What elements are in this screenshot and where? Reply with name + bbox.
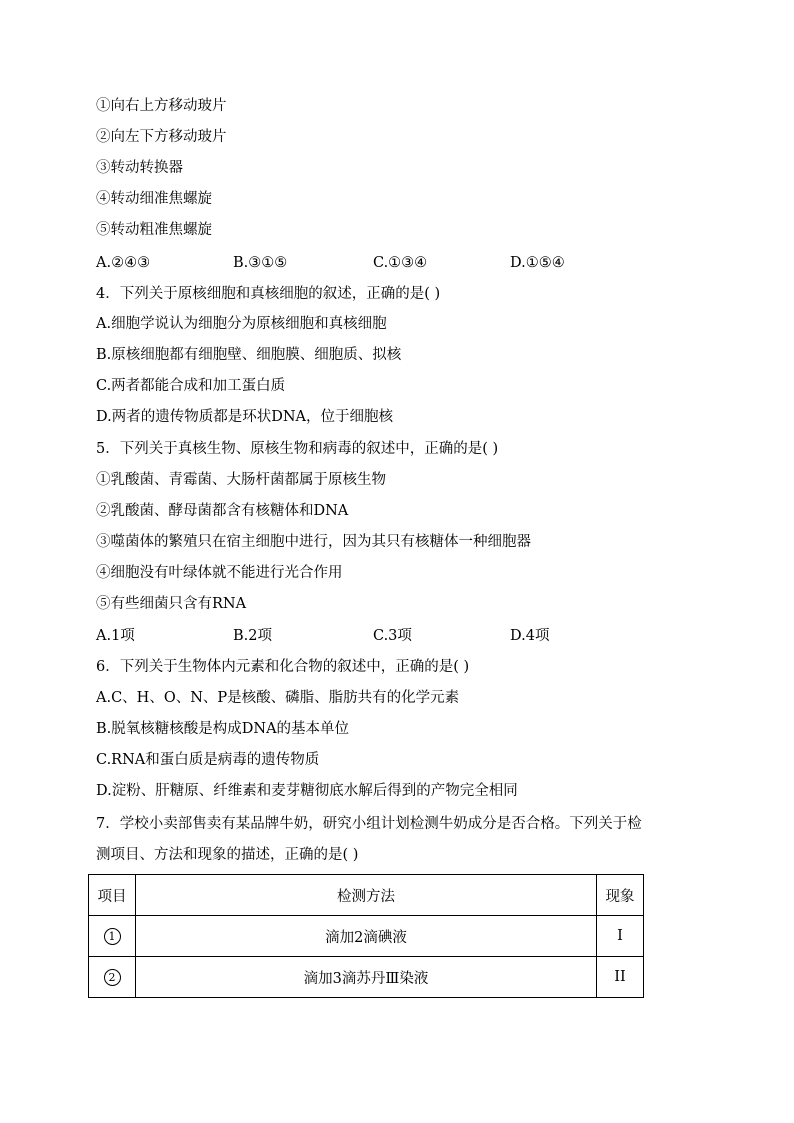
q3-item-3: ③转动转换器 <box>96 160 183 176</box>
q5-stem: 5．下列关于真核生物、原核生物和病毒的叙述中，正确的是( ) <box>96 441 499 457</box>
q3-option-c: C.①③④ <box>373 255 428 271</box>
q3-item-4: ④转动细准焦螺旋 <box>96 191 212 207</box>
q3-item-2: ②向左下方移动玻片 <box>96 129 227 145</box>
header-phenomenon: 现象 <box>597 875 644 916</box>
q6-choice-b: B.脱氧核糖核酸是构成DNA的基本单位 <box>96 721 350 737</box>
q4-choice-a: A.细胞学说认为细胞分为原核细胞和真核细胞 <box>96 316 387 332</box>
q7-table <box>88 874 644 998</box>
row-phenomenon: I <box>597 916 644 957</box>
header-method: 检测方法 <box>136 875 597 916</box>
q5-item-1: ①乳酸菌、青霉菌、大肠杆菌都属于原核生物 <box>96 472 386 488</box>
table-header-row <box>89 875 644 916</box>
table-row <box>89 957 644 998</box>
q4-stem: 4．下列关于原核细胞和真核细胞的叙述，正确的是( ) <box>96 286 441 302</box>
row-item <box>89 957 136 998</box>
q3-option-d: D.①⑤④ <box>510 255 565 271</box>
header-item: 项目 <box>89 875 136 916</box>
q5-option-b: B.2项 <box>233 628 272 644</box>
q3-item-5: ⑤转动粗准焦螺旋 <box>96 222 212 238</box>
circled-number: 1 <box>104 928 121 945</box>
q5-option-d: D.4项 <box>510 628 550 644</box>
q6-choice-c: C.RNA和蛋白质是病毒的遗传物质 <box>96 752 320 768</box>
q6-stem: 6．下列关于生物体内元素和化合物的叙述中，正确的是( ) <box>96 659 470 675</box>
q5-option-c: C.3项 <box>373 628 412 644</box>
q5-item-4: ④细胞没有叶绿体就不能进行光合作用 <box>96 565 343 581</box>
row-phenomenon: II <box>597 957 644 998</box>
q5-item-2: ②乳酸菌、酵母菌都含有核糖体和DNA <box>96 503 349 519</box>
q6-choice-a: A.C、H、O、N、P是核酸、磷脂、脂肪共有的化学元素 <box>96 690 460 706</box>
q6-choice-d: D.淀粉、肝糖原、纤维素和麦芽糖彻底水解后得到的产物完全相同 <box>96 783 518 799</box>
q3-option-a: A.②④③ <box>96 255 151 271</box>
q5-item-3: ③噬菌体的繁殖只在宿主细胞中进行，因为其只有核糖体一种细胞器 <box>96 534 531 550</box>
q4-choice-b: B.原核细胞都有细胞壁、细胞膜、细胞质、拟核 <box>96 347 402 363</box>
q5-item-5: ⑤有些细菌只含有RNA <box>96 596 247 612</box>
q3-item-1: ①向右上方移动玻片 <box>96 98 227 114</box>
q7-stem-line-2: 测项目、方法和现象的描述，正确的是( ) <box>96 847 359 863</box>
q4-choice-d: D.两者的遗传物质都是环状DNA，位于细胞核 <box>96 409 394 425</box>
row-method: 滴加2滴碘液 <box>136 916 597 957</box>
row-item <box>89 916 136 957</box>
q5-option-a: A.1项 <box>96 628 135 644</box>
circled-number: 2 <box>104 969 121 986</box>
row-method: 滴加3滴苏丹Ⅲ染液 <box>136 957 597 998</box>
table-row <box>89 916 644 957</box>
q4-choice-c: C.两者都能合成和加工蛋白质 <box>96 378 286 394</box>
q3-option-b: B.③①⑤ <box>233 255 288 271</box>
q7-stem-line-1: 7．学校小卖部售卖有某品牌牛奶，研究小组计划检测牛奶成分是否合格。下列关于检 <box>96 816 642 832</box>
